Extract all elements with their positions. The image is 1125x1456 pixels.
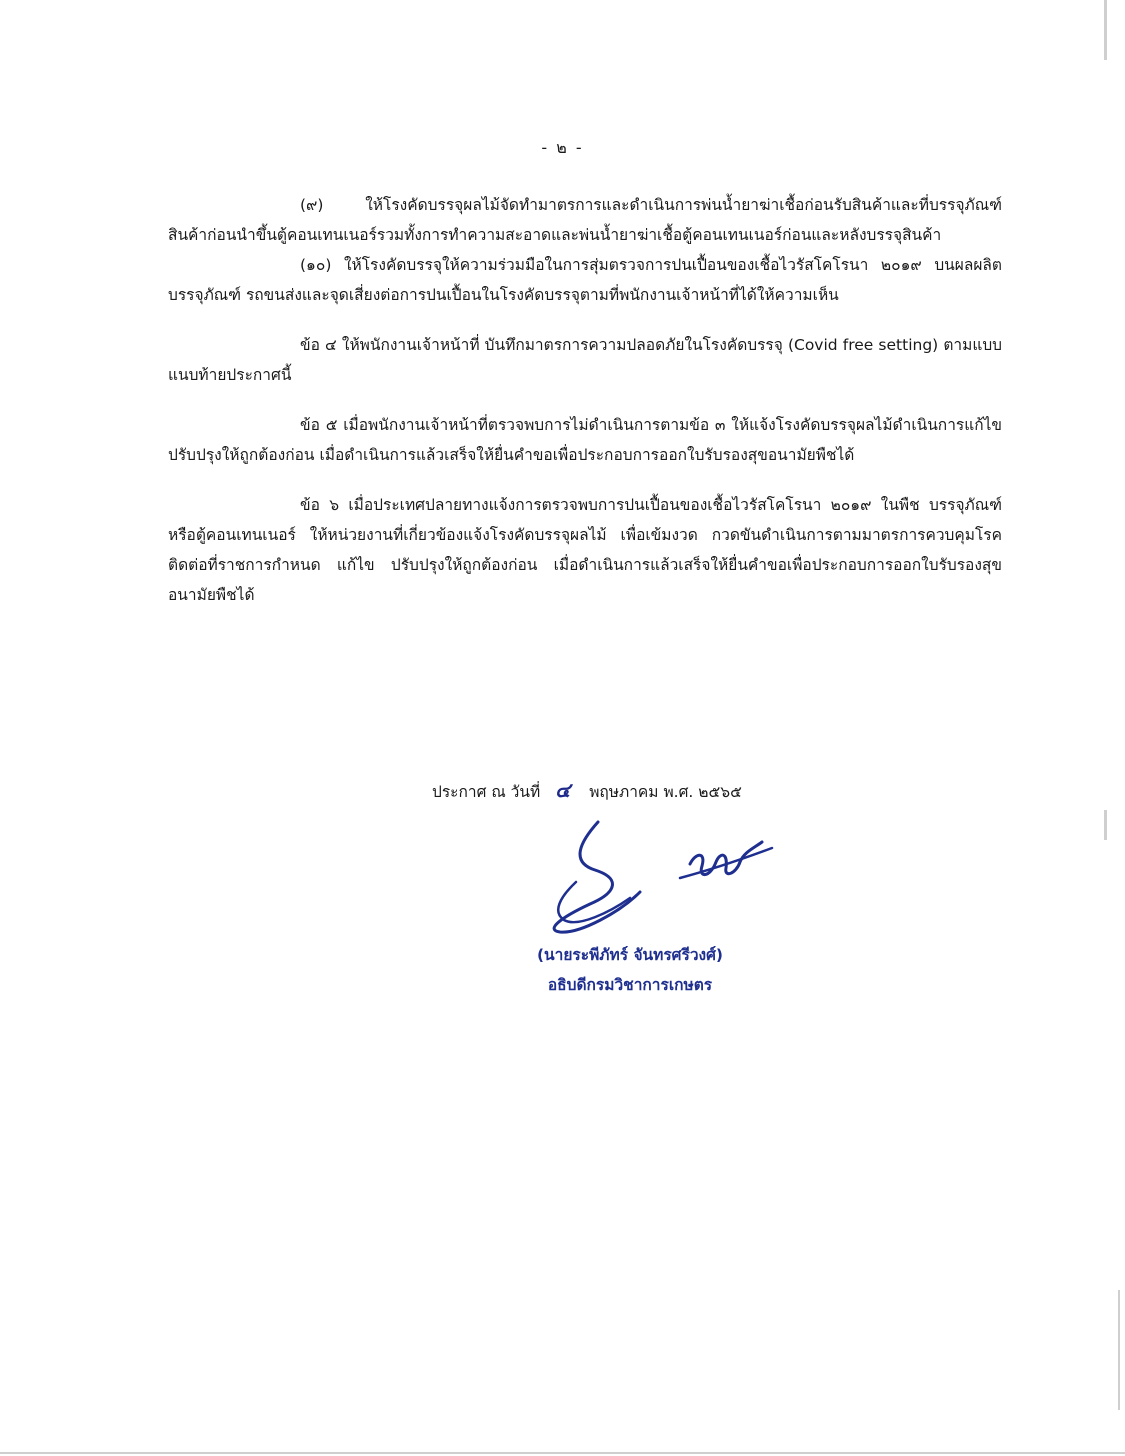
announcement-date bbox=[432, 774, 742, 806]
paragraph-clause-6: ข้อ ๖ เมื่อประเทศปลายทางแจ้งการตรวจพบการปนเปื้อนของเชื้อไวรัสโคโรนา ๒๐๑๙ ในพืช บรรจุภัณฑ์ หรือตู้คอนเทนเนอร์ ให้หน่วยงานที่เกี่ยวข้องแจ้งโรงคัดบรรจุผลไม้ เพื่อเข้มงวด กวดขันดำเนินการตามมาตรการควบคุมโรคติดต่อที่ราชการกำหนด แก้ไข ปรับปรุงให้ถูกต้องก่อน เมื่อดำเนินการแล้วเสร็จให้ยื่นคำขอเพื่อประกอบการออกใบรับรองสุขอนามัยพืชได้ bbox=[168, 496, 1002, 604]
signer-title: อธิบดีกรมวิชาการเกษตร bbox=[547, 976, 713, 994]
announcement-prefix: ประกาศ ณ วันที่ bbox=[432, 783, 541, 801]
document-body bbox=[168, 190, 1002, 610]
announcement-month-year: พฤษภาคม พ.ศ. ๒๕๖๕ bbox=[589, 783, 742, 801]
paragraph-item-9: (๙) ให้โรงคัดบรรจุผลไม้จัดทำมาตรการและดำเนินการพ่นน้ำยาฆ่าเชื้อก่อนรับสินค้าและที่บรรจุภัณฑ์สินค้าก่อนนำขึ้นตู้คอนเทนเนอร์รวมทั้งการทำความสะอาดและพ่นน้ำยาฆ่าเชื้อตู้คอนเทนเนอร์ก่อนและหลังบรรจุสินค้า bbox=[168, 196, 1002, 244]
paragraph-item-10: (๑๐) ให้โรงคัดบรรจุให้ความร่วมมือในการสุ่มตรวจการปนเปื้อนของเชื้อไวรัสโคโรนา ๒๐๑๙ บนผลผลิต บรรจุภัณฑ์ รถขนส่งและจุดเสี่ยงต่อการปนเปื้อนในโรงคัดบรรจุตามที่พนักงานเจ้าหน้าที่ได้ให้ความเห็น bbox=[168, 256, 1002, 304]
signer-block bbox=[480, 940, 780, 1000]
scan-edge-mark bbox=[0, 1452, 1125, 1454]
page-number: - ๒ - bbox=[541, 138, 584, 157]
scan-edge-mark bbox=[1118, 1290, 1120, 1410]
scan-edge-mark bbox=[1104, 0, 1107, 60]
handwritten-signature bbox=[540, 812, 790, 942]
signer-name: (นายระพีภัทร์ จันทรศรีวงศ์) bbox=[536, 946, 724, 964]
paragraph-clause-5: ข้อ ๕ เมื่อพนักงานเจ้าหน้าที่ตรวจพบการไม่ดำเนินการตามข้อ ๓ ให้แจ้งโรงคัดบรรจุผลไม้ดำเนินการแก้ไข ปรับปรุงให้ถูกต้องก่อน เมื่อดำเนินการแล้วเสร็จให้ยื่นคำขอเพื่อประกอบการออกใบรับรองสุขอนามัยพืชได้ bbox=[168, 416, 1002, 464]
scan-edge-mark bbox=[1104, 810, 1107, 840]
paragraph-clause-4: ข้อ ๔ ให้พนักงานเจ้าหน้าที่ บันทึกมาตรการความปลอดภัยในโรงคัดบรรจุ (Covid free setting) ตามแบบแนบท้ายประกาศนี้ bbox=[168, 336, 1002, 384]
announcement-day: ๔ bbox=[555, 778, 571, 802]
